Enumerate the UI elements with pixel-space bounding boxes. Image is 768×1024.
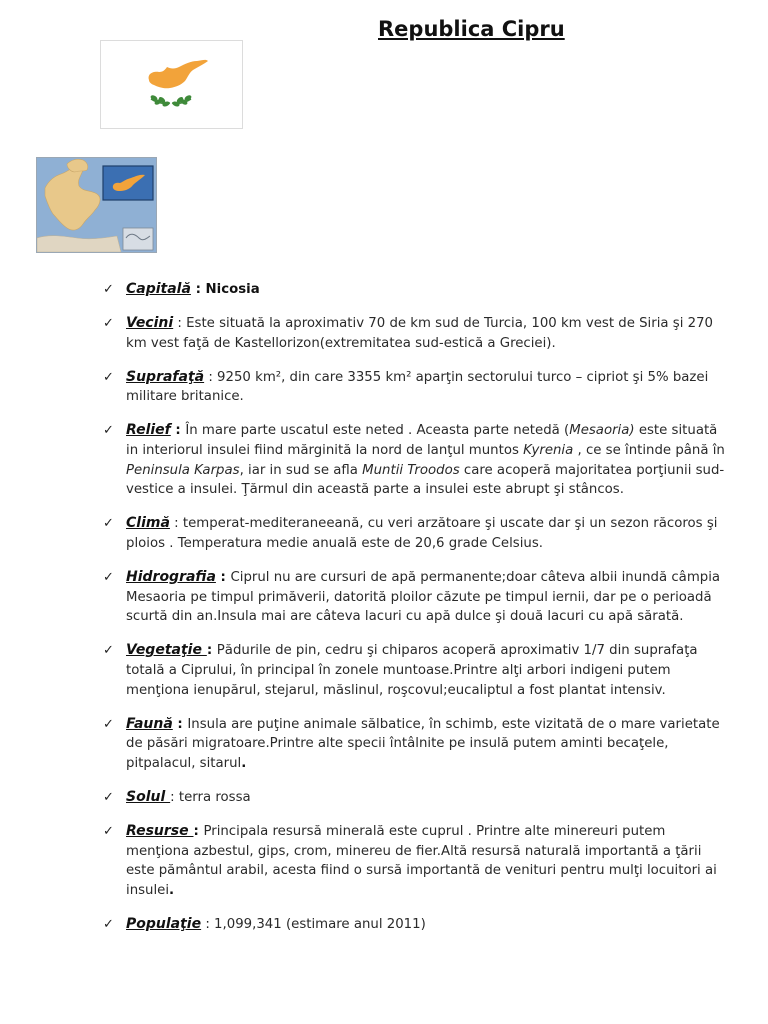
checkmark-icon: ✓ bbox=[103, 282, 114, 297]
checkmark-icon: ✓ bbox=[103, 916, 114, 932]
term-clima: Climă bbox=[126, 515, 170, 532]
list-item-populatie bbox=[103, 915, 728, 935]
page-title: Republica Cipru bbox=[378, 17, 565, 41]
checkmark-icon: ✓ bbox=[103, 516, 114, 532]
relief-text-4: , iar in sud se afla bbox=[239, 462, 363, 478]
checkmark-icon: ✓ bbox=[103, 369, 114, 385]
relief-text-2: este situată in interiorul insulei fiind mărginită la nord de lanţul muntos bbox=[126, 423, 718, 459]
list-item-fauna bbox=[103, 715, 728, 774]
term-separator: : bbox=[204, 369, 218, 385]
term-solul: Solul bbox=[126, 788, 171, 805]
relief-text-1: În mare parte uscatul este neted . Aceasta parte netedă ( bbox=[185, 423, 570, 439]
checkmark-icon: ✓ bbox=[103, 423, 114, 439]
term-separator: : bbox=[169, 516, 183, 532]
capital-value: Nicosia bbox=[205, 282, 260, 297]
checkmark-icon: ✓ bbox=[103, 716, 114, 732]
list-item-solul bbox=[103, 788, 728, 808]
cyprus-flag-svg bbox=[101, 41, 242, 128]
resurse-text: Principala resursă minerală este cuprul . Printre alte minereuri putem menţiona azbestul, gips, crom, minereu de fier.Altă resursă naturală importantă a ţării este pământul arabil, acesta fiind o sursă importantă de venituri pentru mulţi locuitori ai insulei bbox=[126, 823, 717, 898]
checkmark-icon: ✓ bbox=[103, 789, 114, 805]
fauna-end-mark: . bbox=[241, 755, 247, 771]
facts-list bbox=[103, 280, 728, 949]
resurse-end-mark: . bbox=[169, 882, 175, 898]
map-landmass-scandinavia bbox=[67, 159, 88, 172]
term-separator: : bbox=[215, 570, 231, 586]
populatie-text: 1,099,341 (estimare anul 2011) bbox=[214, 916, 426, 932]
checkmark-icon: ✓ bbox=[103, 643, 114, 659]
list-item-suprafata bbox=[103, 368, 728, 407]
term-separator: : bbox=[170, 423, 186, 439]
relief-text-5: care acoperă majoritatea porţiunii sud-vestice a insulei. Ţărmul din această parte a insulei este abrupt şi stâncos. bbox=[126, 462, 725, 498]
map-world-inset bbox=[123, 228, 153, 250]
term-separator: : bbox=[193, 823, 204, 839]
term-separator: : bbox=[206, 643, 217, 659]
term-populatie: Populaţie bbox=[126, 915, 202, 932]
relief-place-kyrenia: Kyrenia bbox=[523, 443, 574, 459]
term-vegetatie: Vegetaţie bbox=[126, 642, 207, 659]
term-hidrografia: Hidrografia bbox=[126, 569, 216, 586]
list-item-relief bbox=[103, 421, 728, 499]
term-capitala: Capitală bbox=[126, 281, 191, 297]
relief-place-karpas: Peninsula Karpas bbox=[126, 462, 240, 478]
suprafata-text: 9250 km², din care 3355 km² aparţin sectorului turco – cipriot şi 5% bazei militare britanice. bbox=[126, 369, 709, 405]
term-resurse: Resurse bbox=[126, 822, 194, 839]
relief-place-mesaoria: Mesaoria) bbox=[569, 423, 635, 439]
term-vecini: Vecini bbox=[126, 315, 174, 332]
list-item-vegetatie bbox=[103, 641, 728, 700]
checkmark-icon: ✓ bbox=[103, 316, 114, 332]
list-item-clima bbox=[103, 514, 728, 553]
clima-text: temperat-mediteraneeană, cu veri arzătoare şi uscate dar şi un sezon răcoros şi ploios . Temperatura medie anuală este de 20,6 grade Celsius. bbox=[126, 516, 718, 551]
cyprus-flag-image bbox=[100, 40, 243, 129]
relief-place-troodos: Muntii Troodos bbox=[362, 462, 460, 478]
list-item-hidrografia bbox=[103, 568, 728, 627]
solul-text: terra rossa bbox=[178, 789, 251, 805]
term-separator: : bbox=[170, 789, 179, 805]
europe-locator-map bbox=[36, 157, 157, 253]
term-suprafata: Suprafaţă bbox=[126, 368, 205, 385]
vecini-text: Este situată la aproximativ 70 de km sud de Turcia, 100 km vest de Siria şi 270 km vest faţă de Kastellorizon(extremitatea sud-estică a Greciei). bbox=[126, 316, 714, 351]
locator-map-svg bbox=[37, 158, 156, 252]
fauna-text: Insula are puţine animale sălbatice, în schimb, este vizitată de o mare varietate de păsări migratoare.Printre alte specii întâlnite pe insulă putem aminti becaţele, pitpalacul, sitarul bbox=[126, 716, 720, 771]
map-landmass-africa bbox=[37, 236, 121, 252]
checkmark-icon: ✓ bbox=[103, 570, 114, 586]
relief-text-3: , ce se întinde până în bbox=[573, 443, 725, 459]
term-separator: : bbox=[201, 916, 215, 932]
term-separator: : bbox=[173, 316, 187, 332]
checkmark-icon: ✓ bbox=[103, 823, 114, 839]
list-item-vecini bbox=[103, 314, 728, 353]
vegetatie-text: Pădurile de pin, cedru şi chiparos acoperă aproximativ 1/7 din suprafaţa totală a Ciprului, în principal în zonele muntoase.Printre alţi arbori indigeni putem menţiona ienupărul, stejarul, măslinul, roşcovul;eucaliptul a fost plantat intensiv. bbox=[126, 643, 698, 698]
list-item-resurse bbox=[103, 822, 728, 900]
term-separator: : bbox=[190, 282, 206, 297]
term-fauna: Faună bbox=[126, 715, 173, 732]
hidrografia-text: Ciprul nu are cursuri de apă permanente;doar câteva albii inundă câmpia Mesaoria pe timpul primăverii, datorită ploilor căzute pe timpul iernii, dar pe o perioadă scurtă din an.Insula mai are câteva lacuri cu apă dulce şi două lacuri cu apă sărată. bbox=[126, 570, 721, 625]
term-separator: : bbox=[172, 716, 188, 732]
list-item-capitala bbox=[103, 280, 728, 300]
term-relief: Relief bbox=[126, 422, 171, 439]
